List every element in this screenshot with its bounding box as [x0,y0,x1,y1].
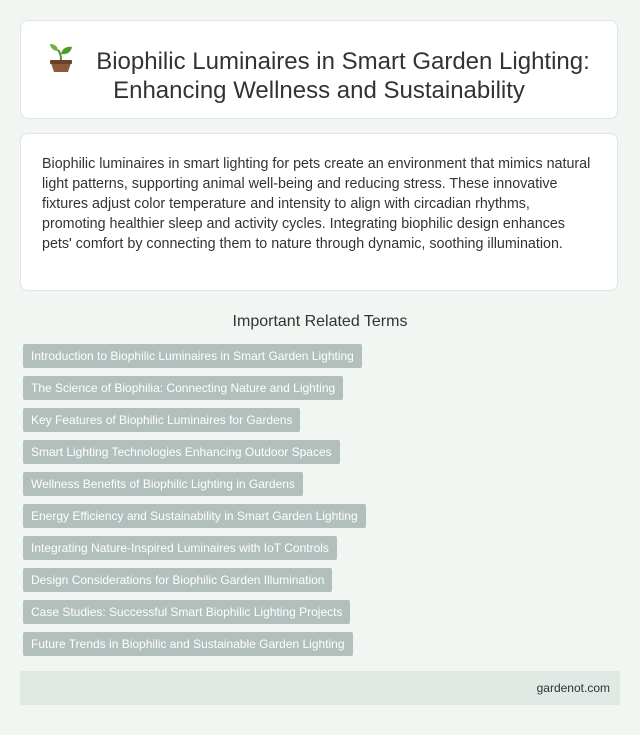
intro-paragraph: Biophilic luminaires in smart lighting for pets create an environment that mimics natural light patterns, supporting animal well-being and reducing stress. These innovative fixtures adjust color temperature and intensity to align with circadian rhythms, promoting healthier sleep and activity cycles. Integrating biophilic design enhances pets' comfort by connecting them to nature through dynamic, soothing illumination. [42,156,591,252]
related-terms-heading: Important Related Terms [232,313,408,330]
footer-bar [20,671,620,705]
related-term-link[interactable]: Key Features of Biophilic Luminaires for Gardens [23,408,300,432]
seedling-icon [48,43,74,73]
related-term-link[interactable]: Design Considerations for Biophilic Garden Illumination [23,568,332,592]
related-term-link[interactable]: Smart Lighting Technologies Enhancing Outdoor Spaces [23,440,340,464]
related-term-link[interactable]: Wellness Benefits of Biophilic Lighting in Gardens [23,472,303,496]
page-title [21,43,617,105]
related-term-link[interactable]: Integrating Nature-Inspired Luminaires with IoT Controls [23,536,337,560]
site-link[interactable]: gardenot.com [536,681,610,695]
related-term-link[interactable]: Introduction to Biophilic Luminaires in Smart Garden Lighting [23,344,362,368]
related-terms-list [23,344,603,664]
title-line-1: Biophilic Luminaires in Smart Garden Lighting: [96,48,590,75]
related-term-link[interactable]: Energy Efficiency and Sustainability in Smart Garden Lighting [23,504,366,528]
related-term-link[interactable]: Case Studies: Successful Smart Biophilic Lighting Projects [23,600,350,624]
intro-card [20,133,618,291]
related-term-link[interactable]: The Science of Biophilia: Connecting Nature and Lighting [23,376,343,400]
title-line-2: Enhancing Wellness and Sustainability [113,77,525,104]
related-term-link[interactable]: Future Trends in Biophilic and Sustainable Garden Lighting [23,632,353,656]
title-card [20,20,618,119]
